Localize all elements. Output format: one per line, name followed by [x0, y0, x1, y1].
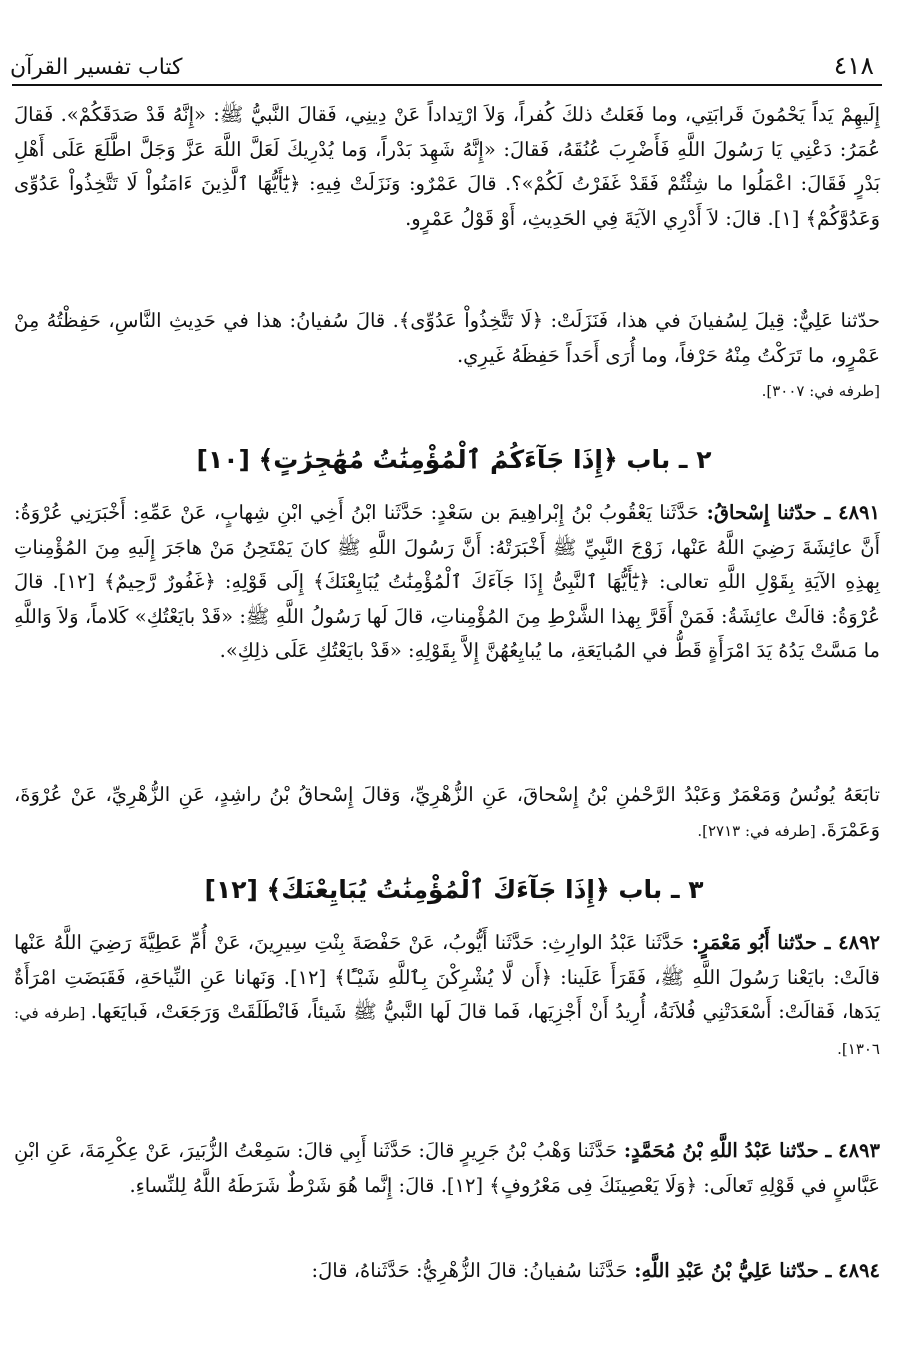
chapter-heading-3: ٣ ـ باب ﴿إِذَا جَآءَكَ ٱلْمُؤْمِنَٰتُ يُبَايِعْنَكَ﴾ [١٢]	[204, 875, 704, 904]
page-number: ٤١٨	[833, 51, 874, 80]
cross-reference: [طرفه في: ١٣٠٦].	[14, 1004, 880, 1058]
hadith-number: ٤٨٩٣ ـ حدّثنا عَبْدُ اللَّهِ بْنُ مُحَمَّدٍ:	[617, 1139, 880, 1162]
hadith-4893	[14, 1134, 880, 1203]
paragraph-text: تابَعَهُ يُونُسُ وَمَعْمَرٌ وَعَبْدُ الرَّحْمٰنِ بْنُ إِسْحاقَ، عَنِ الزُّهْرِيِّ، وَقالَ إِسْحاقُ بْنُ راشِدٍ، عَنِ الزُّهْرِيِّ، عَنْ عُرْوَةَ، وَعَمْرَةَ.	[14, 783, 880, 841]
page-header	[10, 40, 874, 80]
hadith-number: ٤٨٩٤ ـ حدّثنا عَلِيُّ بْنُ عَبْدِ اللَّهِ:	[627, 1259, 880, 1282]
paragraph-ali-sufyan	[14, 304, 880, 409]
hadith-4892	[14, 926, 880, 1066]
book-title: كتاب تفسير القرآن	[10, 55, 183, 80]
hadith-number: ٤٨٩٢ ـ حدّثنا أَبُو مَعْمَرٍ:	[684, 931, 881, 954]
hadith-number: ٤٨٩١ ـ حدّثنا إِسْحاقُ:	[698, 501, 880, 524]
hadith-4894	[14, 1254, 880, 1289]
paragraph-continuation	[14, 98, 880, 236]
paragraph-tabaahu	[14, 778, 880, 848]
hadith-4891	[14, 496, 880, 669]
paragraph-text: إِلَيهِمْ يَداً يَحْمُونَ قَرابَتِي، وما فَعَلتُ ذلكَ كُفراً، وَلاَ ارْتِداداً عَنْ دِينِي، فَقالَ النَّبيُّ ﷺ: «إِنَّهُ قَدْ صَدَقَكُمْ». فَقالَ عُمَرُ: دَعْنِي يَا رَسُولَ اللَّهِ فَأَضْرِبَ عُنُقَهُ، فَقالَ: «إِنَّهُ شَهِدَ بَدْراً، وَما يُدْرِيكَ لَعَلَّ اللَّهَ عَزَّ وَجَلَّ اطَّلَعَ عَلَى أَهْلِ بَدْرٍ فَقَالَ: اعْمَلُوا ما شِئْتُمْ فَقَدْ غَفَرْتُ لَكُمْ»؟. قالَ عَمْرٌو: وَنَزَلَتْ فِيهِ: ﴿يَٰٓأَيُّهَا ٱلَّذِينَ ءَامَنُواْ لَا تَتَّخِذُواْ عَدُوِّى وَعَدُوَّكُمْ﴾ [١]. قالَ: لاَ أَدْرِي الآيَةَ فِي الحَدِيثِ، أَوْ قَوْلُ عَمْرٍو.	[14, 103, 880, 230]
hadith-text: حَدَّثَنا عَبْدُ الوارِثِ: حَدَّثَنا أَيُّوبُ، عَنْ حَفْصَةَ بِنْتِ سِيرِينَ، عَنْ أُمِّ عَطِيَّةَ رَضِيَ اللَّهُ عَنْها قالَتْ: بايَعْنا رَسُولَ اللَّهِ ﷺ، فَقَرَأَ عَلَينا: ﴿أَن لَّا يُشْرِكْنَ بِٱللَّهِ شَيْـًٔا﴾ [١٢]. وَنَهانا عَنِ النِّياحَةِ، فَقَبَضَتِ امْرَأَةٌ يَدَها، فَقالَتْ: أَسْعَدَتْنِي فُلاَنَةُ، أُرِيدُ أَنْ أَجْزِيَها، فَما قالَ لَها النَّبيُّ ﷺ شَيئاً، فَانْطَلَقَتْ وَرَجَعَتْ، فَبايَعَها.	[14, 931, 881, 1023]
paragraph-text: حدّثنا عَلِيٌّ: قِيلَ لِسُفيانَ في هذا، فَنَزَلَتْ: ﴿لَا تَتَّخِذُواْ عَدُوِّى﴾. قالَ سُفيانُ: هذا في حَدِيثِ النَّاسِ، حَفِظْتُهُ مِنْ عَمْرٍو، ما تَرَكْتُ مِنْهُ حَرْفاً، وما أُرَى أَحَداً حَفِظَهُ غَيرِي.	[14, 309, 880, 367]
chapter-heading-2: ٢ ـ باب ﴿إِذَا جَآءَكُمُ ٱلْمُؤْمِنَٰتُ مُهَٰجِرَٰتٍ﴾ [١٠]	[196, 445, 712, 474]
header-rule	[12, 84, 882, 86]
cross-reference: [طرفه في: ٣٠٠٧].	[761, 382, 880, 400]
hadith-text: حَدَّثَنا يَعْقُوبُ بْنُ إِبْراهِيمَ بن سَعْدٍ: حَدَّثَنا ابْنُ أَخِي ابْنِ شِهابٍ، عَنْ عَمِّهِ: أَخْبَرَنِي عُرْوَةُ: أَنَّ عائِشَةَ رَضِيَ اللَّهُ عَنْها، زَوْجَ النَّبِيِّ ﷺ أَخْبَرَتْهُ: أَنَّ رَسُولَ اللَّهِ ﷺ كانَ يَمْتَحِنُ مَنْ هاجَرَ إِلَيهِ مِنَ المُؤْمِناتِ بِهذِهِ الآيَةِ بِقَوْلِ اللَّهِ تعالى: ﴿يَٰٓأَيُّهَا ٱلنَّبِىُّ إِذَا جَآءَكَ ٱلْمُؤْمِنَٰتُ يُبَايِعْنَكَ﴾ إِلَى قَوْلِهِ: ﴿غَفُورٌ رَّحِيمٌ﴾ [١٢]. قالَ عُرْوَةُ: قالَتْ عائِشَةُ: فَمَنْ أَقَرَّ بِهذا الشَّرْطِ مِنَ المُؤْمِناتِ، قالَ لَها رَسُولُ اللَّهِ ﷺ: «قَدْ بايَعْتُكِ» كَلاماً، وَلاَ وَاللَّهِ ما مَسَّتْ يَدُهُ يَدَ امْرَأَةٍ قَطُّ في المُبايَعَةِ، ما يُبايِعُهُنَّ إِلاَّ بِقَوْلِهِ: «قَدْ بايَعْتُكِ عَلَى ذلِكِ».	[14, 501, 881, 662]
hadith-text: حَدَّثَنا وَهْبُ بْنُ جَرِيرٍ قالَ: حَدَّثَنا أَبِي قالَ: سَمِعْتُ الزُّبَيرَ، عَنْ عِكْرِمَةَ، عَنِ ابْنِ عَبَّاسٍ في قَوْلِهِ تَعالَى: ﴿وَلَا يَعْصِينَكَ فِى مَعْرُوفٍ﴾ [١٢]. قالَ: إِنَّما هُوَ شَرْطٌ شَرَطَهُ اللَّهُ لِلنِّساءِ.	[14, 1139, 880, 1197]
hadith-text: حَدَّثَنا سُفيانُ: قالَ الزُّهْرِيُّ: حَدَّثَناهُ، قالَ:	[311, 1259, 628, 1282]
cross-reference: [طرفه في: ٢٧١٣].	[697, 821, 821, 840]
